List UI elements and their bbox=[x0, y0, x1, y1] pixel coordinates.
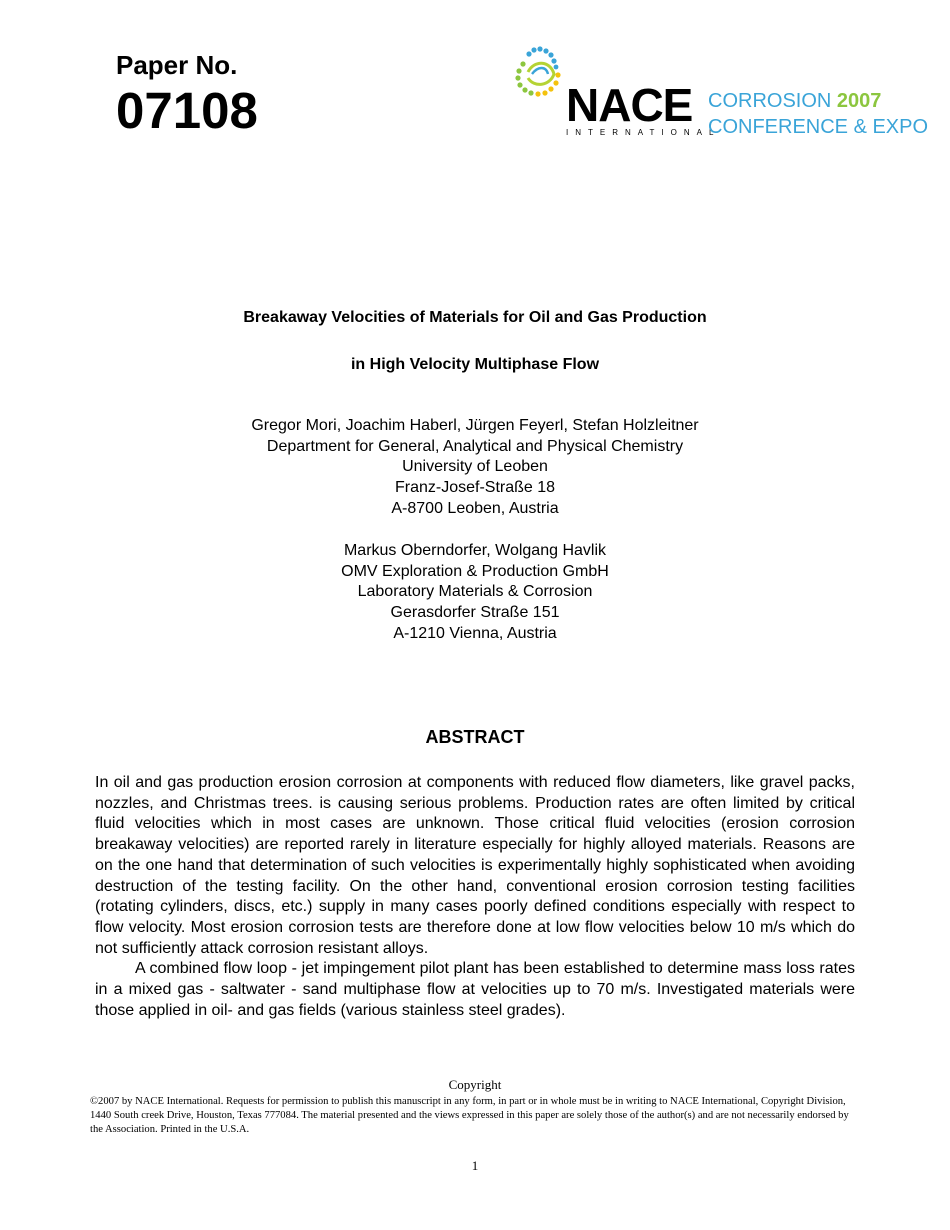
paper-number-label: Paper No. bbox=[116, 50, 238, 80]
laboratory-line: Laboratory Materials & Corrosion bbox=[357, 583, 593, 601]
nace-logo-subtitle: INTERNATIONAL bbox=[566, 128, 721, 137]
abstract-body bbox=[95, 773, 855, 1021]
conference-year: 2007 bbox=[836, 90, 882, 112]
conference-name: CORROSION bbox=[708, 90, 832, 112]
abstract-heading: ABSTRACT bbox=[425, 727, 525, 747]
street-line: Franz-Josef-Straße 18 bbox=[394, 479, 556, 497]
city-line: A-1210 Vienna, Austria bbox=[393, 624, 557, 642]
street-line: Gerasdorfer Straße 151 bbox=[390, 604, 560, 622]
paper-number-block bbox=[116, 50, 258, 140]
paper-title-line-1: Breakaway Velocities of Materials for Oil and Gas Production bbox=[243, 309, 707, 326]
authors-line: Gregor Mori, Joachim Haberl, Jürgen Feyerl, Stefan Holzleitner bbox=[251, 417, 699, 434]
copyright-heading: Copyright bbox=[448, 1077, 502, 1092]
city-line: A-8700 Leoben, Austria bbox=[391, 499, 559, 517]
abstract-paragraph: In oil and gas production erosion corrosion at components with reduced flow diameters, like gravel packs, nozzles, and Christmas trees. is causing serious problems. Production rates are often limited by critical fluid velocities which in most cases are unknown. Those critical fluid velocities (erosion corrosion breakaway velocities) are reported rarely in literature especially for highly alloyed materials. Reasons are on the one hand that determination of such velocities is experimentally highly sophisticated when avoiding destruction of the testing facility. On the other hand, conventional erosion corrosion testing facilities (rotating cylinders, discs, etc.) supply in many cases poorly defined conditions especially with respect to flow velocity. Most erosion corrosion tests are therefore done at low flow velocities below 10 m/s which do not sufficiently attack corrosion resistant alloys. bbox=[95, 774, 855, 957]
page-number: 1 bbox=[471, 1158, 479, 1173]
affiliation-block-1 bbox=[0, 416, 950, 520]
abstract-paragraph: A combined flow loop - jet impingement pilot plant has been established to determine mass loss rates in a mixed gas - saltwater - sand multiphase flow at velocities up to 70 m/s. Investigated materials were those applied in oil- and gas fields (various stainless steel grades). bbox=[95, 960, 855, 1019]
affiliation-block-2 bbox=[0, 541, 950, 645]
nace-logo-icon bbox=[510, 44, 570, 106]
copyright-notice: ©2007 by NACE International. Requests for permission to publish this manuscript in any form, in part or in whole must be in writing to NACE International, Copyright Division, 1440 South creek Drive, Houston, Texas 777084. The material presented and the views expressed in this paper are solely those of the author(s) and are not necessarily endorsed by the Association. Printed in the U.S.A. bbox=[90, 1096, 849, 1135]
authors-line: Markus Oberndorfer, Wolgang Havlik bbox=[343, 542, 607, 559]
conference-title bbox=[708, 90, 881, 112]
nace-logo-wordmark: NACE bbox=[566, 79, 693, 131]
institution-line: University of Leoben bbox=[402, 458, 548, 476]
conference-subtitle: CONFERENCE & EXPO bbox=[708, 116, 929, 138]
company-line: OMV Exploration & Production GmbH bbox=[341, 562, 609, 580]
paper-number-value: 07108 bbox=[116, 82, 258, 139]
department-line: Department for General, Analytical and Physical Chemistry bbox=[266, 437, 684, 455]
paper-title-line-2: in High Velocity Multiphase Flow bbox=[350, 356, 600, 373]
